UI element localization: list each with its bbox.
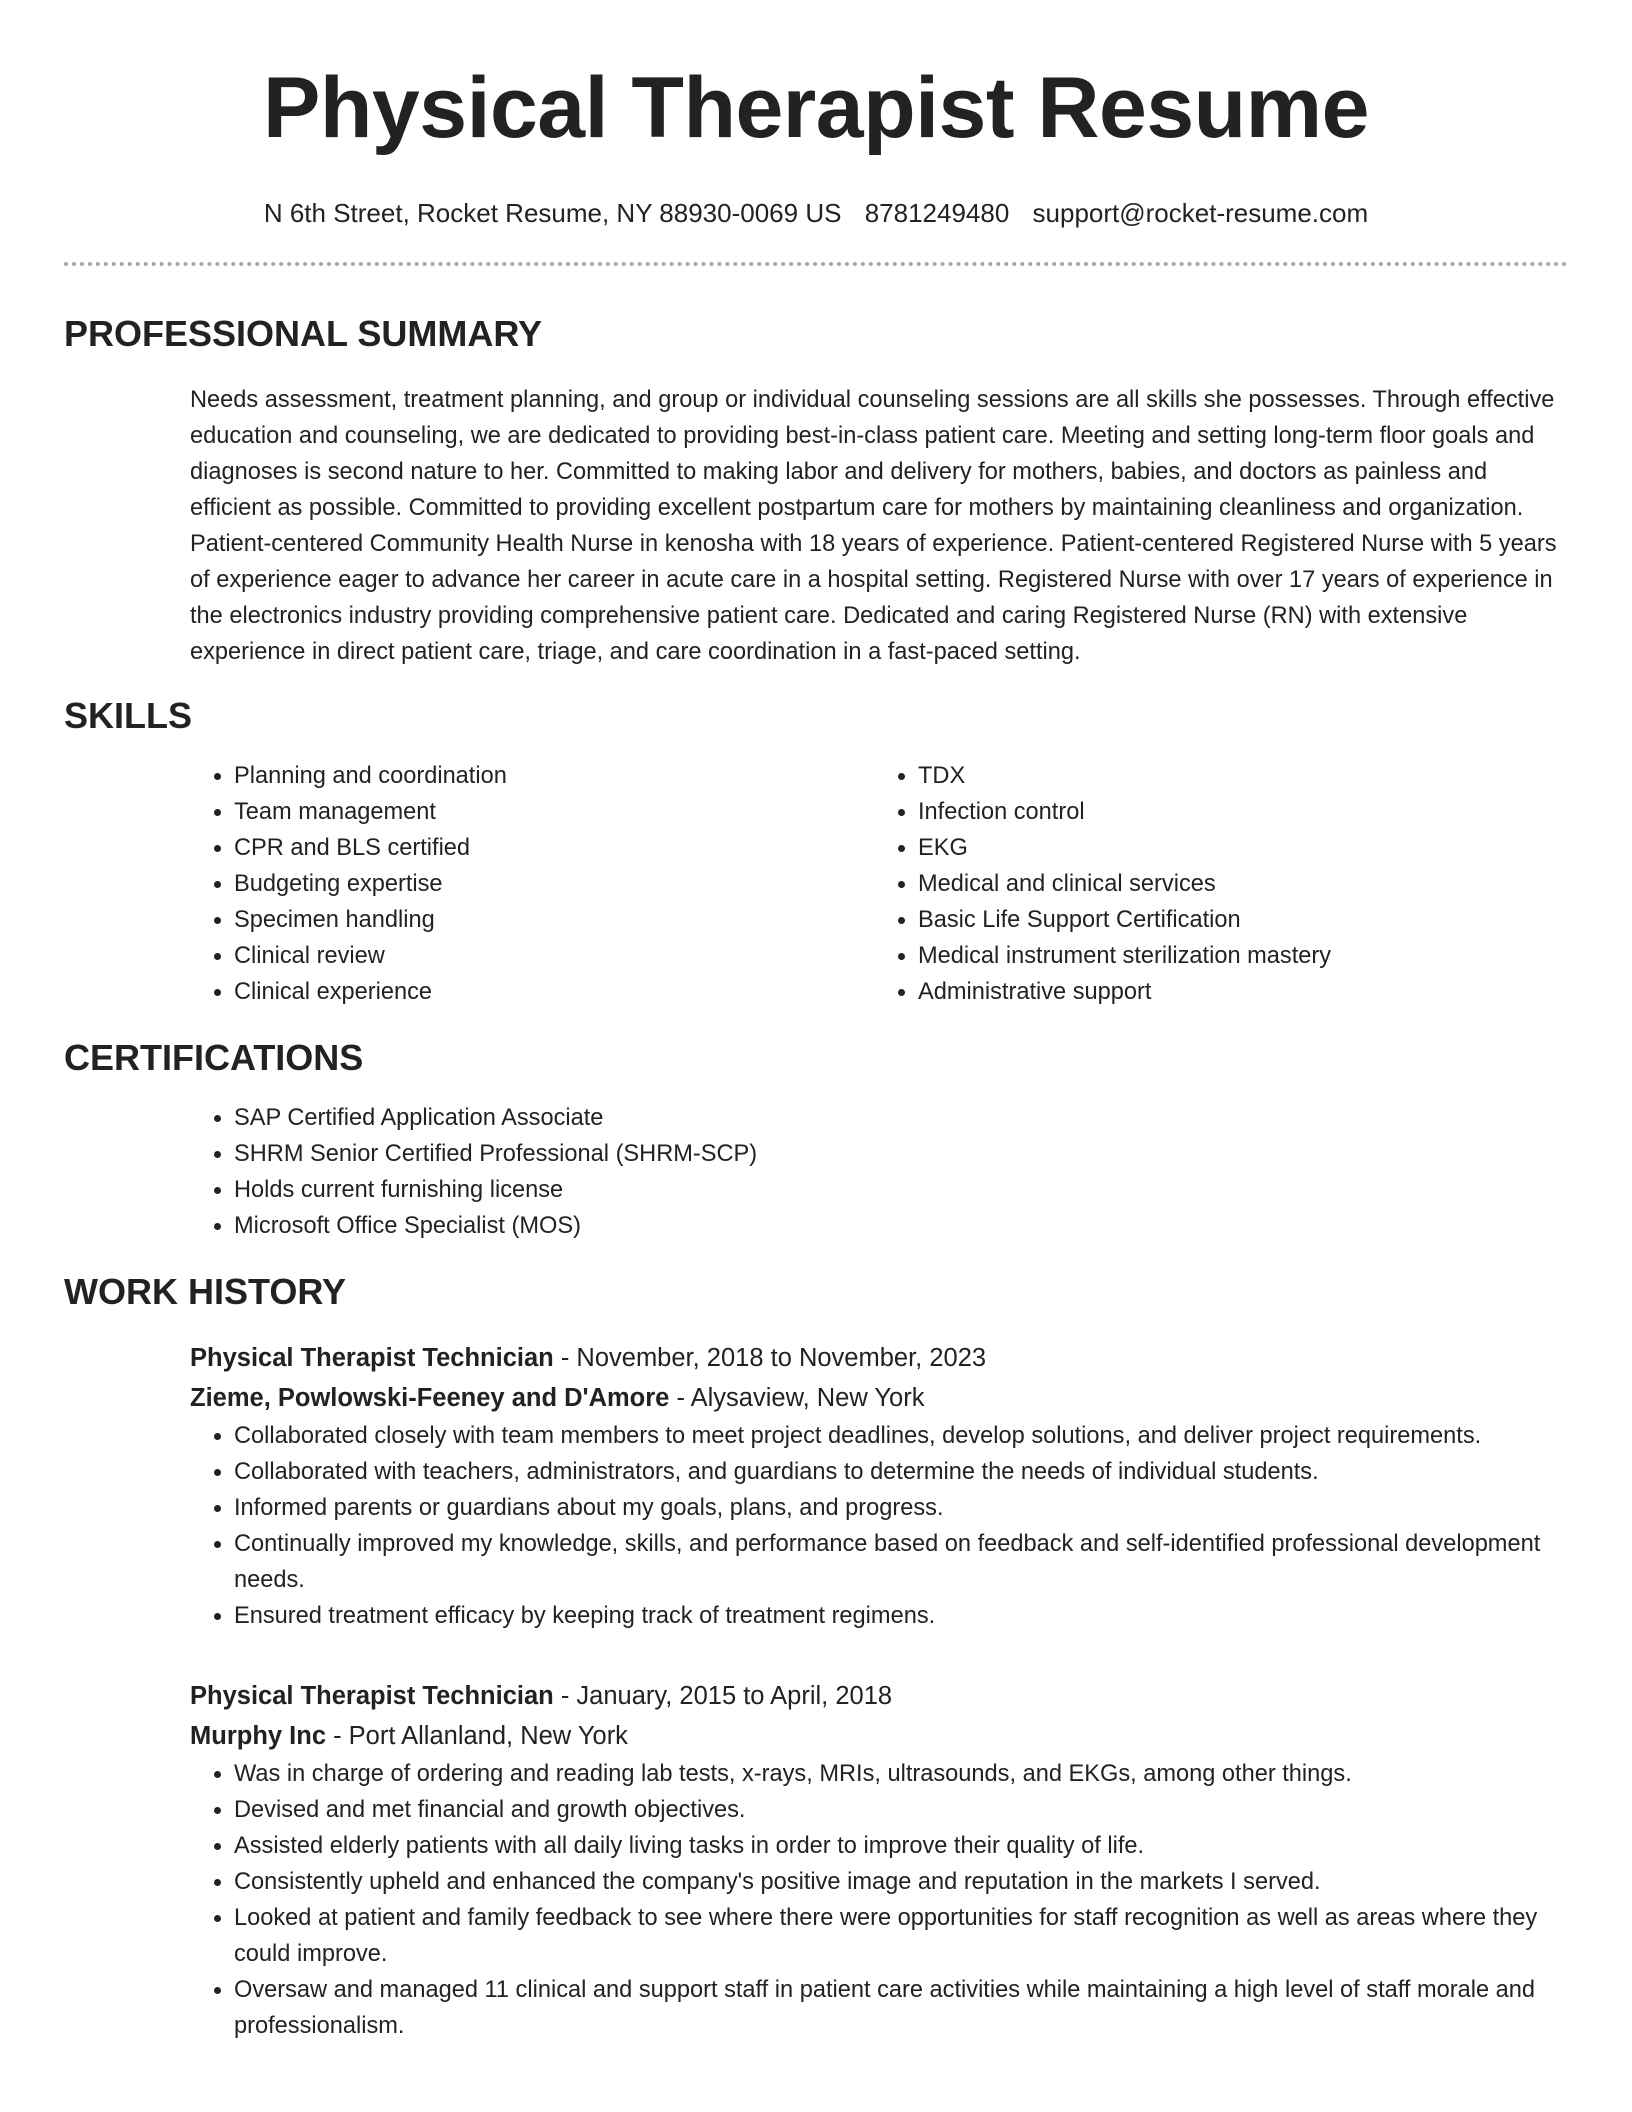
skill-item: • Medical instrument sterilization mastery (918, 938, 1558, 974)
section-title-summary: PROFESSIONAL SUMMARY (64, 313, 543, 354)
job-entry (190, 1338, 1558, 1634)
skill-item: • Specimen handling (234, 902, 874, 938)
skill-item: • Team management (234, 794, 874, 830)
resume-title: Physical Therapist Resume (263, 60, 1369, 156)
job-company: Murphy Inc (190, 1722, 327, 1750)
job-duty-item: • Oversaw and managed 11 clinical and support staff in patient care activities while maintaining a high level of staff morale and professionalism. (234, 1972, 1558, 2044)
job-duty-item: • Was in charge of ordering and reading lab tests, x-rays, MRIs, ultrasounds, and EKGs, among other things. (234, 1756, 1558, 1792)
job-duty-item: • Informed parents or guardians about my goals, plans, and progress. (234, 1490, 1558, 1526)
contact-address: N 6th Street, Rocket Resume, NY 88930-0069 US (263, 198, 842, 228)
contact-phone: 8781249480 (864, 198, 1010, 228)
job-duty-item: • Assisted elderly patients with all daily living tasks in order to improve their quality of life. (234, 1828, 1558, 1864)
job-location: - Port Allanland, New York (326, 1722, 628, 1750)
skill-item: • Administrative support (918, 974, 1558, 1010)
skill-item: • CPR and BLS certified (234, 830, 874, 866)
skill-item: • Planning and coordination (234, 758, 874, 794)
skill-item: • Infection control (918, 794, 1558, 830)
skill-item: • Medical and clinical services (918, 866, 1558, 902)
job-duty-item: • Ensured treatment efficacy by keeping track of treatment regimens. (234, 1598, 1558, 1634)
section-title-skills: SKILLS (64, 695, 193, 736)
summary-text: Needs assessment, treatment planning, and group or individual counseling sessions are all skills she possesses. Through effective education and counseling, we are dedicated to providing best-in-class patient care. Meeting and setting long-term floor goals and diagnoses is second nature to her. Committed to making labor and delivery for mothers, babies, and doctors as painless and efficient as possible. Committed to providing excellent postpartum care for mothers by maintaining cleanliness and organization. Patient-centered Community Health Nurse in kenosha with 18 years of experience. Patient-centered Registered Nurse with 5 years of experience eager to advance her career in acute care in a hospital setting. Registered Nurse with over 17 years of experience in the electronics industry providing comprehensive patient care. Dedicated and caring Registered Nurse (RN) with extensive experience in direct patient care, triage, and care coordination in a fast-paced setting. (190, 387, 1557, 665)
job-company-line (190, 1378, 1558, 1418)
job-title: Physical Therapist Technician (190, 1682, 554, 1710)
skill-item: • Basic Life Support Certification (918, 902, 1558, 938)
job-entry (190, 1676, 1558, 2044)
skill-item: • Clinical experience (234, 974, 874, 1010)
skill-item: • Budgeting expertise (234, 866, 874, 902)
skill-item: • EKG (918, 830, 1558, 866)
certification-item: • Holds current furnishing license (234, 1172, 1558, 1208)
job-duty-item: • Consistently upheld and enhanced the company's positive image and reputation in the markets I served. (234, 1864, 1558, 1900)
section-title-work-history: WORK HISTORY (64, 1271, 347, 1312)
job-duty-item: • Looked at patient and family feedback to see where there were opportunities for staff recognition as well as areas where they could improve. (234, 1900, 1558, 1972)
job-duty-item: • Collaborated with teachers, administrators, and guardians to determine the needs of individual students. (234, 1454, 1558, 1490)
job-company: Zieme, Powlowski-Feeney and D'Amore (190, 1384, 670, 1412)
job-duty-item: • Continually improved my knowledge, skills, and performance based on feedback and self-identified professional development needs. (234, 1526, 1558, 1598)
certification-item: • Microsoft Office Specialist (MOS) (234, 1208, 1558, 1244)
certifications-list (190, 1100, 1558, 1244)
job-dates: - November, 2018 to November, 2023 (553, 1344, 987, 1372)
job-title-line (190, 1676, 1558, 1716)
job-title: Physical Therapist Technician (190, 1344, 554, 1372)
job-company-line (190, 1716, 1558, 1756)
job-title-line (190, 1338, 1558, 1378)
job-duties (190, 1756, 1558, 2044)
certification-item: • SAP Certified Application Associate (234, 1100, 1558, 1136)
contact-email: support@rocket-resume.com (1032, 198, 1369, 228)
section-title-certifications: CERTIFICATIONS (64, 1037, 364, 1078)
skill-item: • TDX (918, 758, 1558, 794)
skills-column-right (874, 758, 1558, 1010)
job-dates: - January, 2015 to April, 2018 (553, 1682, 893, 1710)
certification-item: • SHRM Senior Certified Professional (SHRM-SCP) (234, 1136, 1558, 1172)
job-duty-item: • Collaborated closely with team members to meet project deadlines, develop solutions, and deliver project requirements. (234, 1418, 1558, 1454)
job-duties (190, 1418, 1558, 1634)
skills-column-left (190, 758, 874, 1010)
skills-list (190, 758, 1558, 1010)
header-divider (64, 262, 1568, 266)
skill-item: • Clinical review (234, 938, 874, 974)
job-location: - Alysaview, New York (669, 1384, 925, 1412)
job-duty-item: • Devised and met financial and growth objectives. (234, 1792, 1558, 1828)
contact-line (64, 196, 1568, 230)
